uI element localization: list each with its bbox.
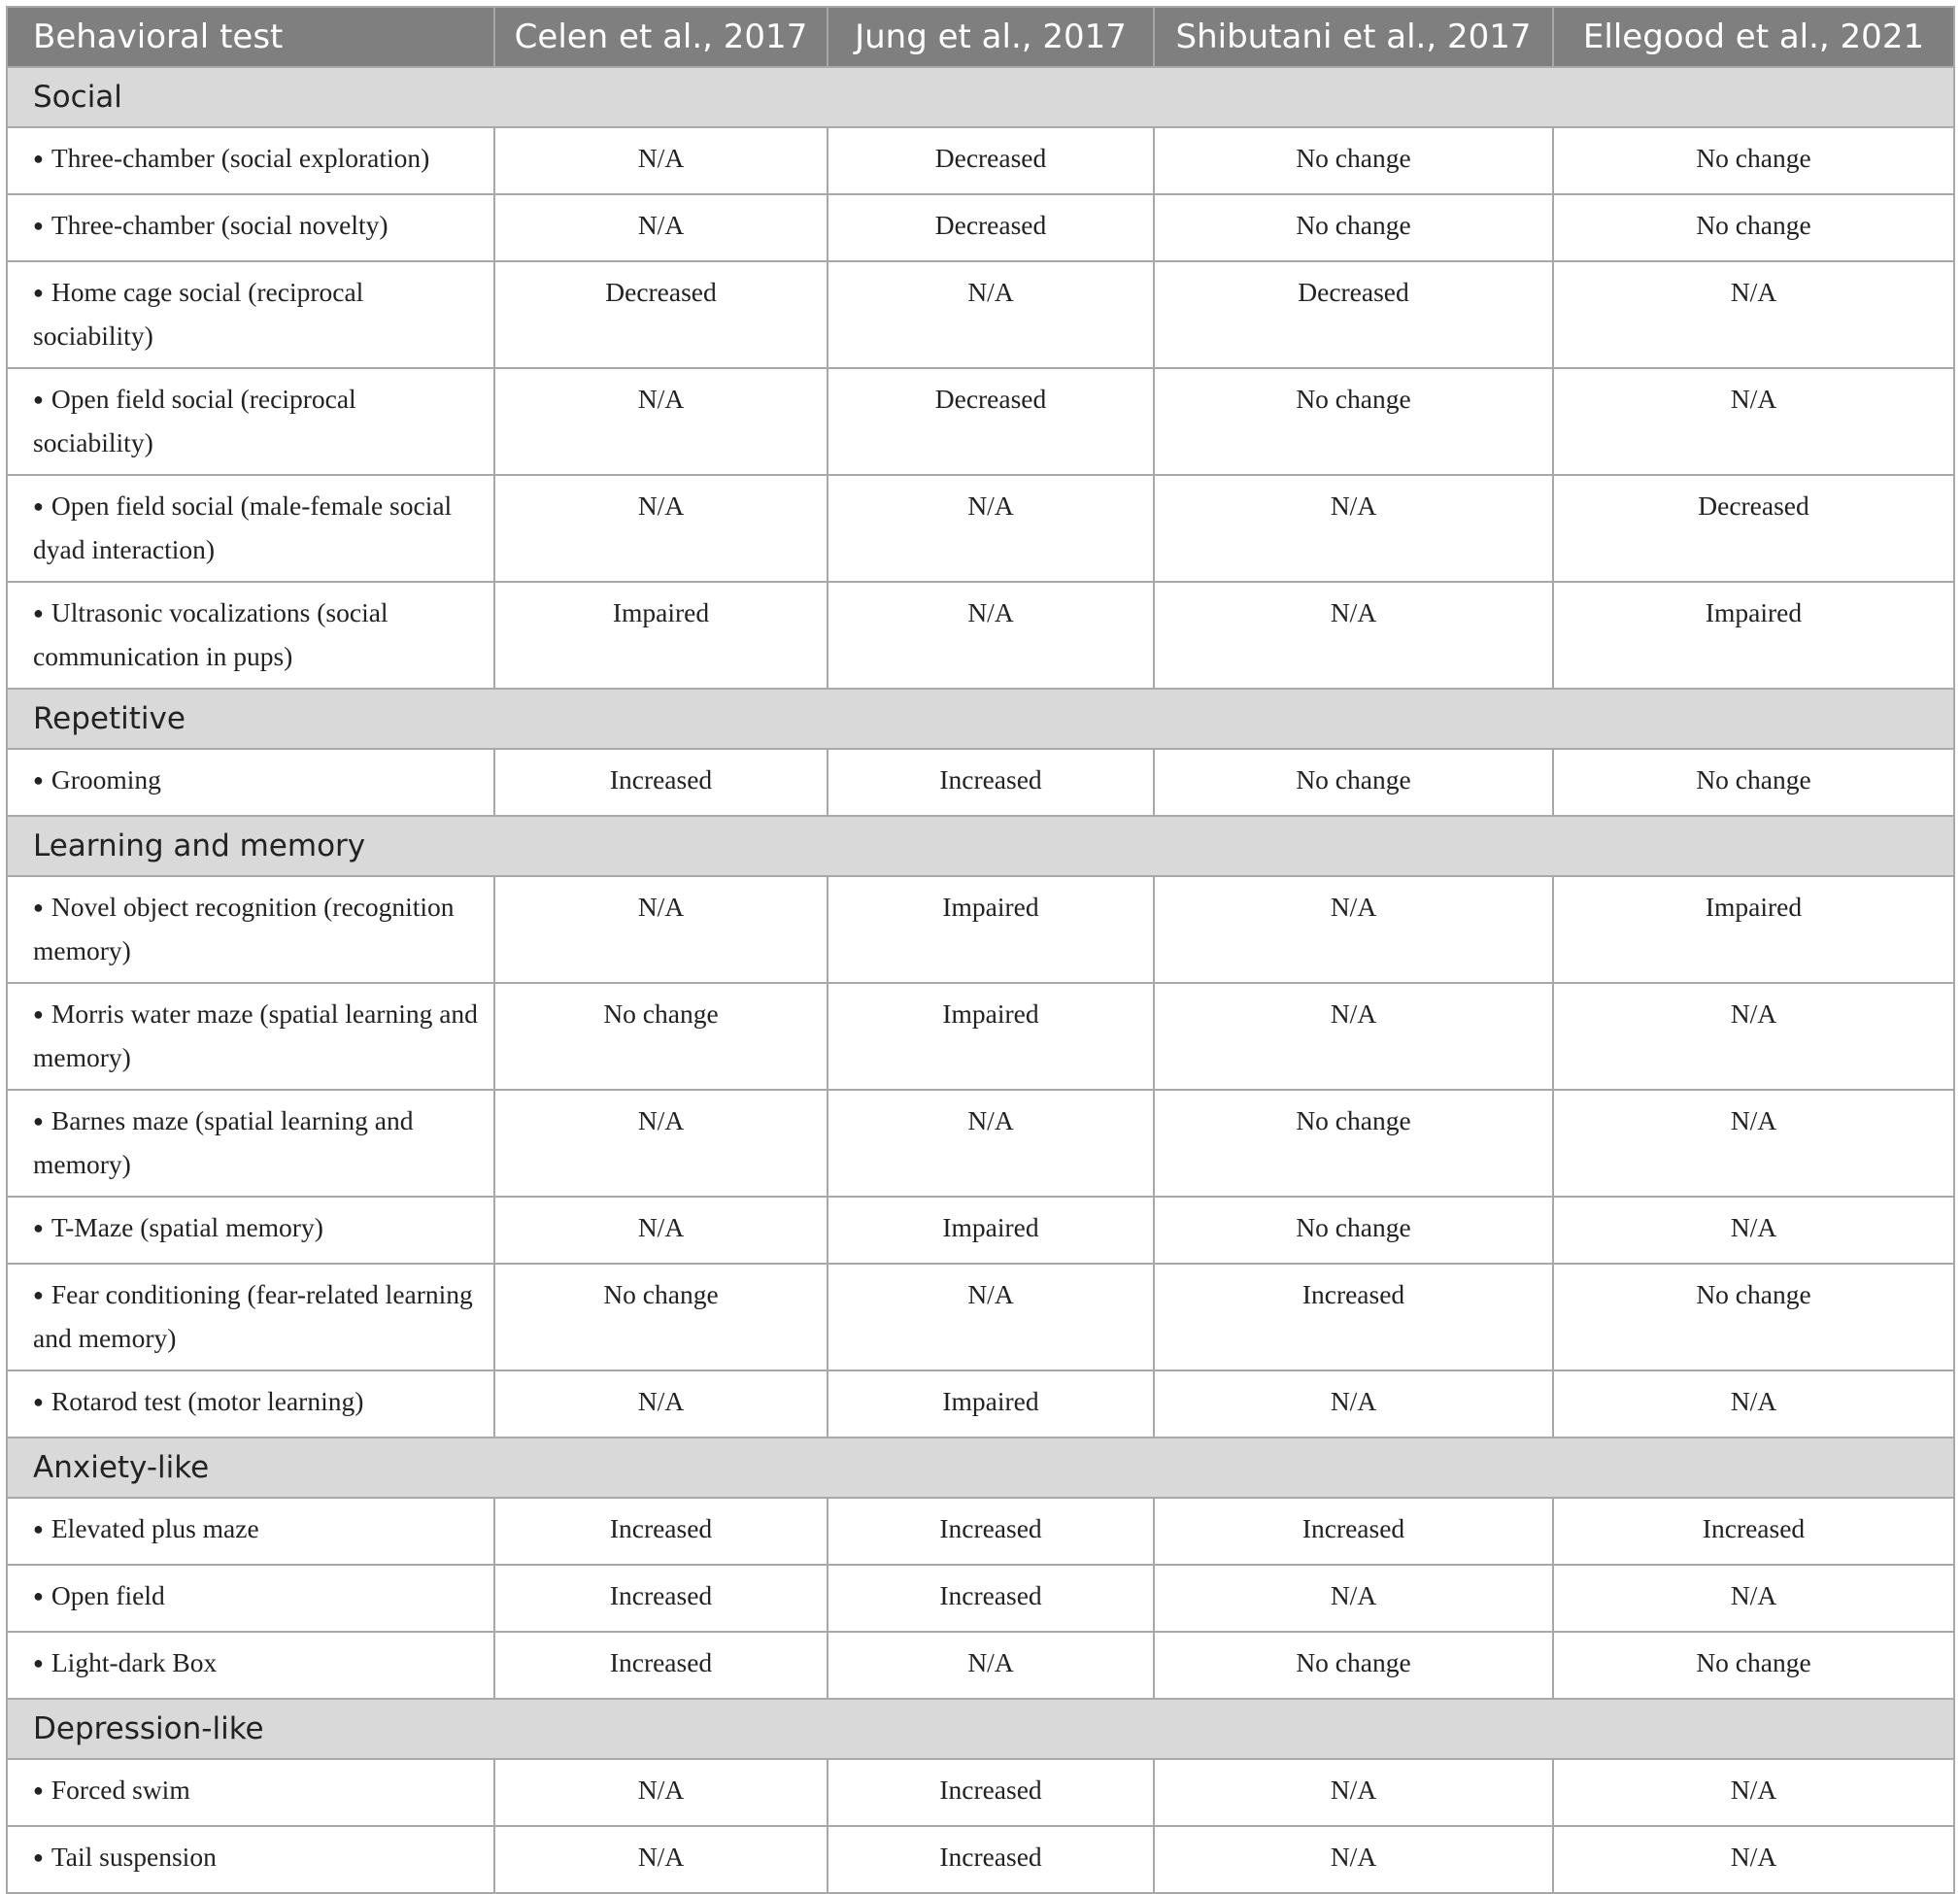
table-row — [7, 368, 1954, 475]
result-cell: No change — [1553, 127, 1954, 194]
result-cell: No change — [1154, 1632, 1553, 1699]
result-cell: N/A — [494, 475, 828, 582]
result-cell: N/A — [494, 1370, 828, 1437]
result-cell: No change — [1154, 194, 1553, 261]
result-cell: N/A — [1553, 983, 1954, 1090]
result-cell: N/A — [1553, 1370, 1954, 1437]
result-cell: N/A — [828, 1090, 1154, 1197]
header-shibutani-2017: Shibutani et al., 2017 — [1154, 7, 1553, 67]
bullet-icon: ● — [33, 1392, 44, 1411]
bullet-icon: ● — [33, 1780, 44, 1800]
table-row — [7, 582, 1954, 689]
result-cell: N/A — [494, 1197, 828, 1264]
bullet-icon: ● — [33, 1586, 44, 1606]
section-row — [7, 816, 1954, 876]
table-row — [7, 1264, 1954, 1370]
table-header — [7, 7, 1954, 67]
bullet-icon: ● — [33, 283, 44, 302]
test-name: Ultrasonic vocalizations (social communication in pups) — [33, 597, 389, 671]
table-row — [7, 983, 1954, 1090]
result-cell: Impaired — [828, 876, 1154, 983]
result-cell: N/A — [828, 582, 1154, 689]
result-cell: Increased — [494, 749, 828, 816]
test-name: Three-chamber (social novelty) — [51, 210, 389, 240]
result-cell: N/A — [1553, 1565, 1954, 1632]
result-cell: No change — [1154, 368, 1553, 475]
result-cell: N/A — [1154, 582, 1553, 689]
bullet-icon: ● — [33, 1111, 44, 1131]
result-cell: N/A — [494, 1826, 828, 1893]
result-cell: Decreased — [494, 261, 828, 368]
table-row — [7, 1370, 1954, 1437]
behavioral-test-table — [6, 6, 1955, 1894]
test-cell — [7, 1759, 494, 1826]
result-cell: N/A — [1154, 876, 1553, 983]
result-cell: Increased — [828, 749, 1154, 816]
bullet-icon: ● — [33, 1519, 44, 1539]
test-cell — [7, 1826, 494, 1893]
header-celen-2017: Celen et al., 2017 — [494, 7, 828, 67]
result-cell: N/A — [1154, 475, 1553, 582]
bullet-icon: ● — [33, 1218, 44, 1237]
result-cell: Decreased — [828, 368, 1154, 475]
test-cell — [7, 983, 494, 1090]
section-row — [7, 1437, 1954, 1498]
result-cell: Increased — [1553, 1498, 1954, 1565]
result-cell: Impaired — [828, 983, 1154, 1090]
result-cell: No change — [1553, 749, 1954, 816]
result-cell: Increased — [828, 1826, 1154, 1893]
result-cell: Decreased — [828, 127, 1154, 194]
result-cell: Increased — [828, 1759, 1154, 1826]
section-title: Anxiety-like — [7, 1437, 1954, 1498]
result-cell: No change — [1154, 749, 1553, 816]
test-name: Three-chamber (social exploration) — [51, 143, 430, 173]
test-cell — [7, 368, 494, 475]
table-row — [7, 1565, 1954, 1632]
bullet-icon: ● — [33, 603, 44, 623]
result-cell: Decreased — [1154, 261, 1553, 368]
result-cell: Increased — [828, 1565, 1154, 1632]
table-row — [7, 876, 1954, 983]
test-name: Novel object recognition (recognition memory) — [33, 892, 455, 965]
result-cell: Increased — [494, 1565, 828, 1632]
section-row — [7, 67, 1954, 127]
table-row — [7, 1197, 1954, 1264]
result-cell: N/A — [494, 368, 828, 475]
test-name: Forced swim — [51, 1775, 190, 1805]
test-cell — [7, 876, 494, 983]
test-name: Open field social (reciprocal sociability) — [33, 384, 356, 457]
result-cell: No change — [1553, 1264, 1954, 1370]
result-cell: Impaired — [1553, 582, 1954, 689]
result-cell: N/A — [828, 475, 1154, 582]
section-title: Repetitive — [7, 689, 1954, 749]
table-row — [7, 1090, 1954, 1197]
section-title: Social — [7, 67, 1954, 127]
table-row — [7, 1759, 1954, 1826]
table-body — [7, 67, 1954, 1893]
result-cell: N/A — [1154, 983, 1553, 1090]
test-name: Light-dark Box — [51, 1647, 218, 1677]
bullet-icon: ● — [33, 496, 44, 516]
result-cell: N/A — [494, 876, 828, 983]
test-name: Barnes maze (spatial learning and memory) — [33, 1105, 414, 1179]
result-cell: Increased — [828, 1498, 1154, 1565]
result-cell: No change — [1154, 127, 1553, 194]
header-jung-2017: Jung et al., 2017 — [828, 7, 1154, 67]
table-row — [7, 475, 1954, 582]
test-name: Grooming — [51, 764, 161, 795]
table-row — [7, 1826, 1954, 1893]
result-cell: N/A — [1154, 1370, 1553, 1437]
test-name: Open field — [51, 1580, 165, 1610]
header-ellegood-2021: Ellegood et al., 2021 — [1553, 7, 1954, 67]
table-row — [7, 194, 1954, 261]
result-cell: N/A — [494, 1090, 828, 1197]
test-cell — [7, 475, 494, 582]
bullet-icon: ● — [33, 897, 44, 917]
test-cell — [7, 261, 494, 368]
test-cell — [7, 1090, 494, 1197]
result-cell: Impaired — [1553, 876, 1954, 983]
test-name: T-Maze (spatial memory) — [51, 1212, 323, 1242]
bullet-icon: ● — [33, 770, 44, 790]
table-row — [7, 127, 1954, 194]
test-cell — [7, 582, 494, 689]
table-row — [7, 749, 1954, 816]
header-row — [7, 7, 1954, 67]
result-cell: Decreased — [828, 194, 1154, 261]
test-cell — [7, 1498, 494, 1565]
section-title: Learning and memory — [7, 816, 1954, 876]
result-cell: No change — [494, 983, 828, 1090]
result-cell: N/A — [1154, 1565, 1553, 1632]
bullet-icon: ● — [33, 1653, 44, 1673]
result-cell: Increased — [1154, 1498, 1553, 1565]
test-name: Morris water maze (spatial learning and memory) — [33, 998, 478, 1072]
result-cell: N/A — [1553, 1826, 1954, 1893]
result-cell: No change — [1154, 1197, 1553, 1264]
bullet-icon: ● — [33, 1847, 44, 1867]
result-cell: N/A — [828, 1264, 1154, 1370]
result-cell: No change — [1553, 194, 1954, 261]
section-title: Depression-like — [7, 1699, 1954, 1759]
test-cell — [7, 749, 494, 816]
section-row — [7, 1699, 1954, 1759]
result-cell: N/A — [1553, 1759, 1954, 1826]
table-row — [7, 261, 1954, 368]
test-cell — [7, 1264, 494, 1370]
section-row — [7, 689, 1954, 749]
bullet-icon: ● — [33, 389, 44, 409]
test-name: Elevated plus maze — [51, 1513, 259, 1543]
result-cell: N/A — [1154, 1826, 1553, 1893]
test-cell — [7, 1565, 494, 1632]
header-behavioral-test: Behavioral test — [7, 7, 494, 67]
result-cell: Increased — [1154, 1264, 1553, 1370]
test-cell — [7, 1632, 494, 1699]
result-cell: N/A — [1553, 261, 1954, 368]
test-name: Rotarod test (motor learning) — [51, 1386, 364, 1416]
result-cell: N/A — [1553, 1197, 1954, 1264]
result-cell: Increased — [494, 1498, 828, 1565]
bullet-icon: ● — [33, 149, 44, 168]
result-cell: No change — [1154, 1090, 1553, 1197]
result-cell: N/A — [1553, 1090, 1954, 1197]
result-cell: No change — [1553, 1632, 1954, 1699]
test-name: Home cage social (reciprocal sociability) — [33, 277, 364, 351]
test-cell — [7, 1197, 494, 1264]
result-cell: Impaired — [494, 582, 828, 689]
result-cell: N/A — [494, 127, 828, 194]
test-name: Tail suspension — [51, 1842, 217, 1872]
table-row — [7, 1498, 1954, 1565]
result-cell: N/A — [828, 261, 1154, 368]
result-cell: N/A — [1154, 1759, 1553, 1826]
result-cell: Impaired — [828, 1197, 1154, 1264]
test-cell — [7, 194, 494, 261]
result-cell: N/A — [494, 194, 828, 261]
table-row — [7, 1632, 1954, 1699]
test-name: Open field social (male-female social dyad interaction) — [33, 490, 453, 564]
test-cell — [7, 1370, 494, 1437]
test-name: Fear conditioning (fear-related learning and memory) — [33, 1279, 473, 1353]
result-cell: No change — [494, 1264, 828, 1370]
bullet-icon: ● — [33, 1285, 44, 1304]
result-cell: N/A — [1553, 368, 1954, 475]
bullet-icon: ● — [33, 1004, 44, 1024]
result-cell: N/A — [494, 1759, 828, 1826]
result-cell: N/A — [828, 1632, 1154, 1699]
result-cell: Impaired — [828, 1370, 1154, 1437]
test-cell — [7, 127, 494, 194]
result-cell: Decreased — [1553, 475, 1954, 582]
bullet-icon: ● — [33, 216, 44, 235]
result-cell: Increased — [494, 1632, 828, 1699]
